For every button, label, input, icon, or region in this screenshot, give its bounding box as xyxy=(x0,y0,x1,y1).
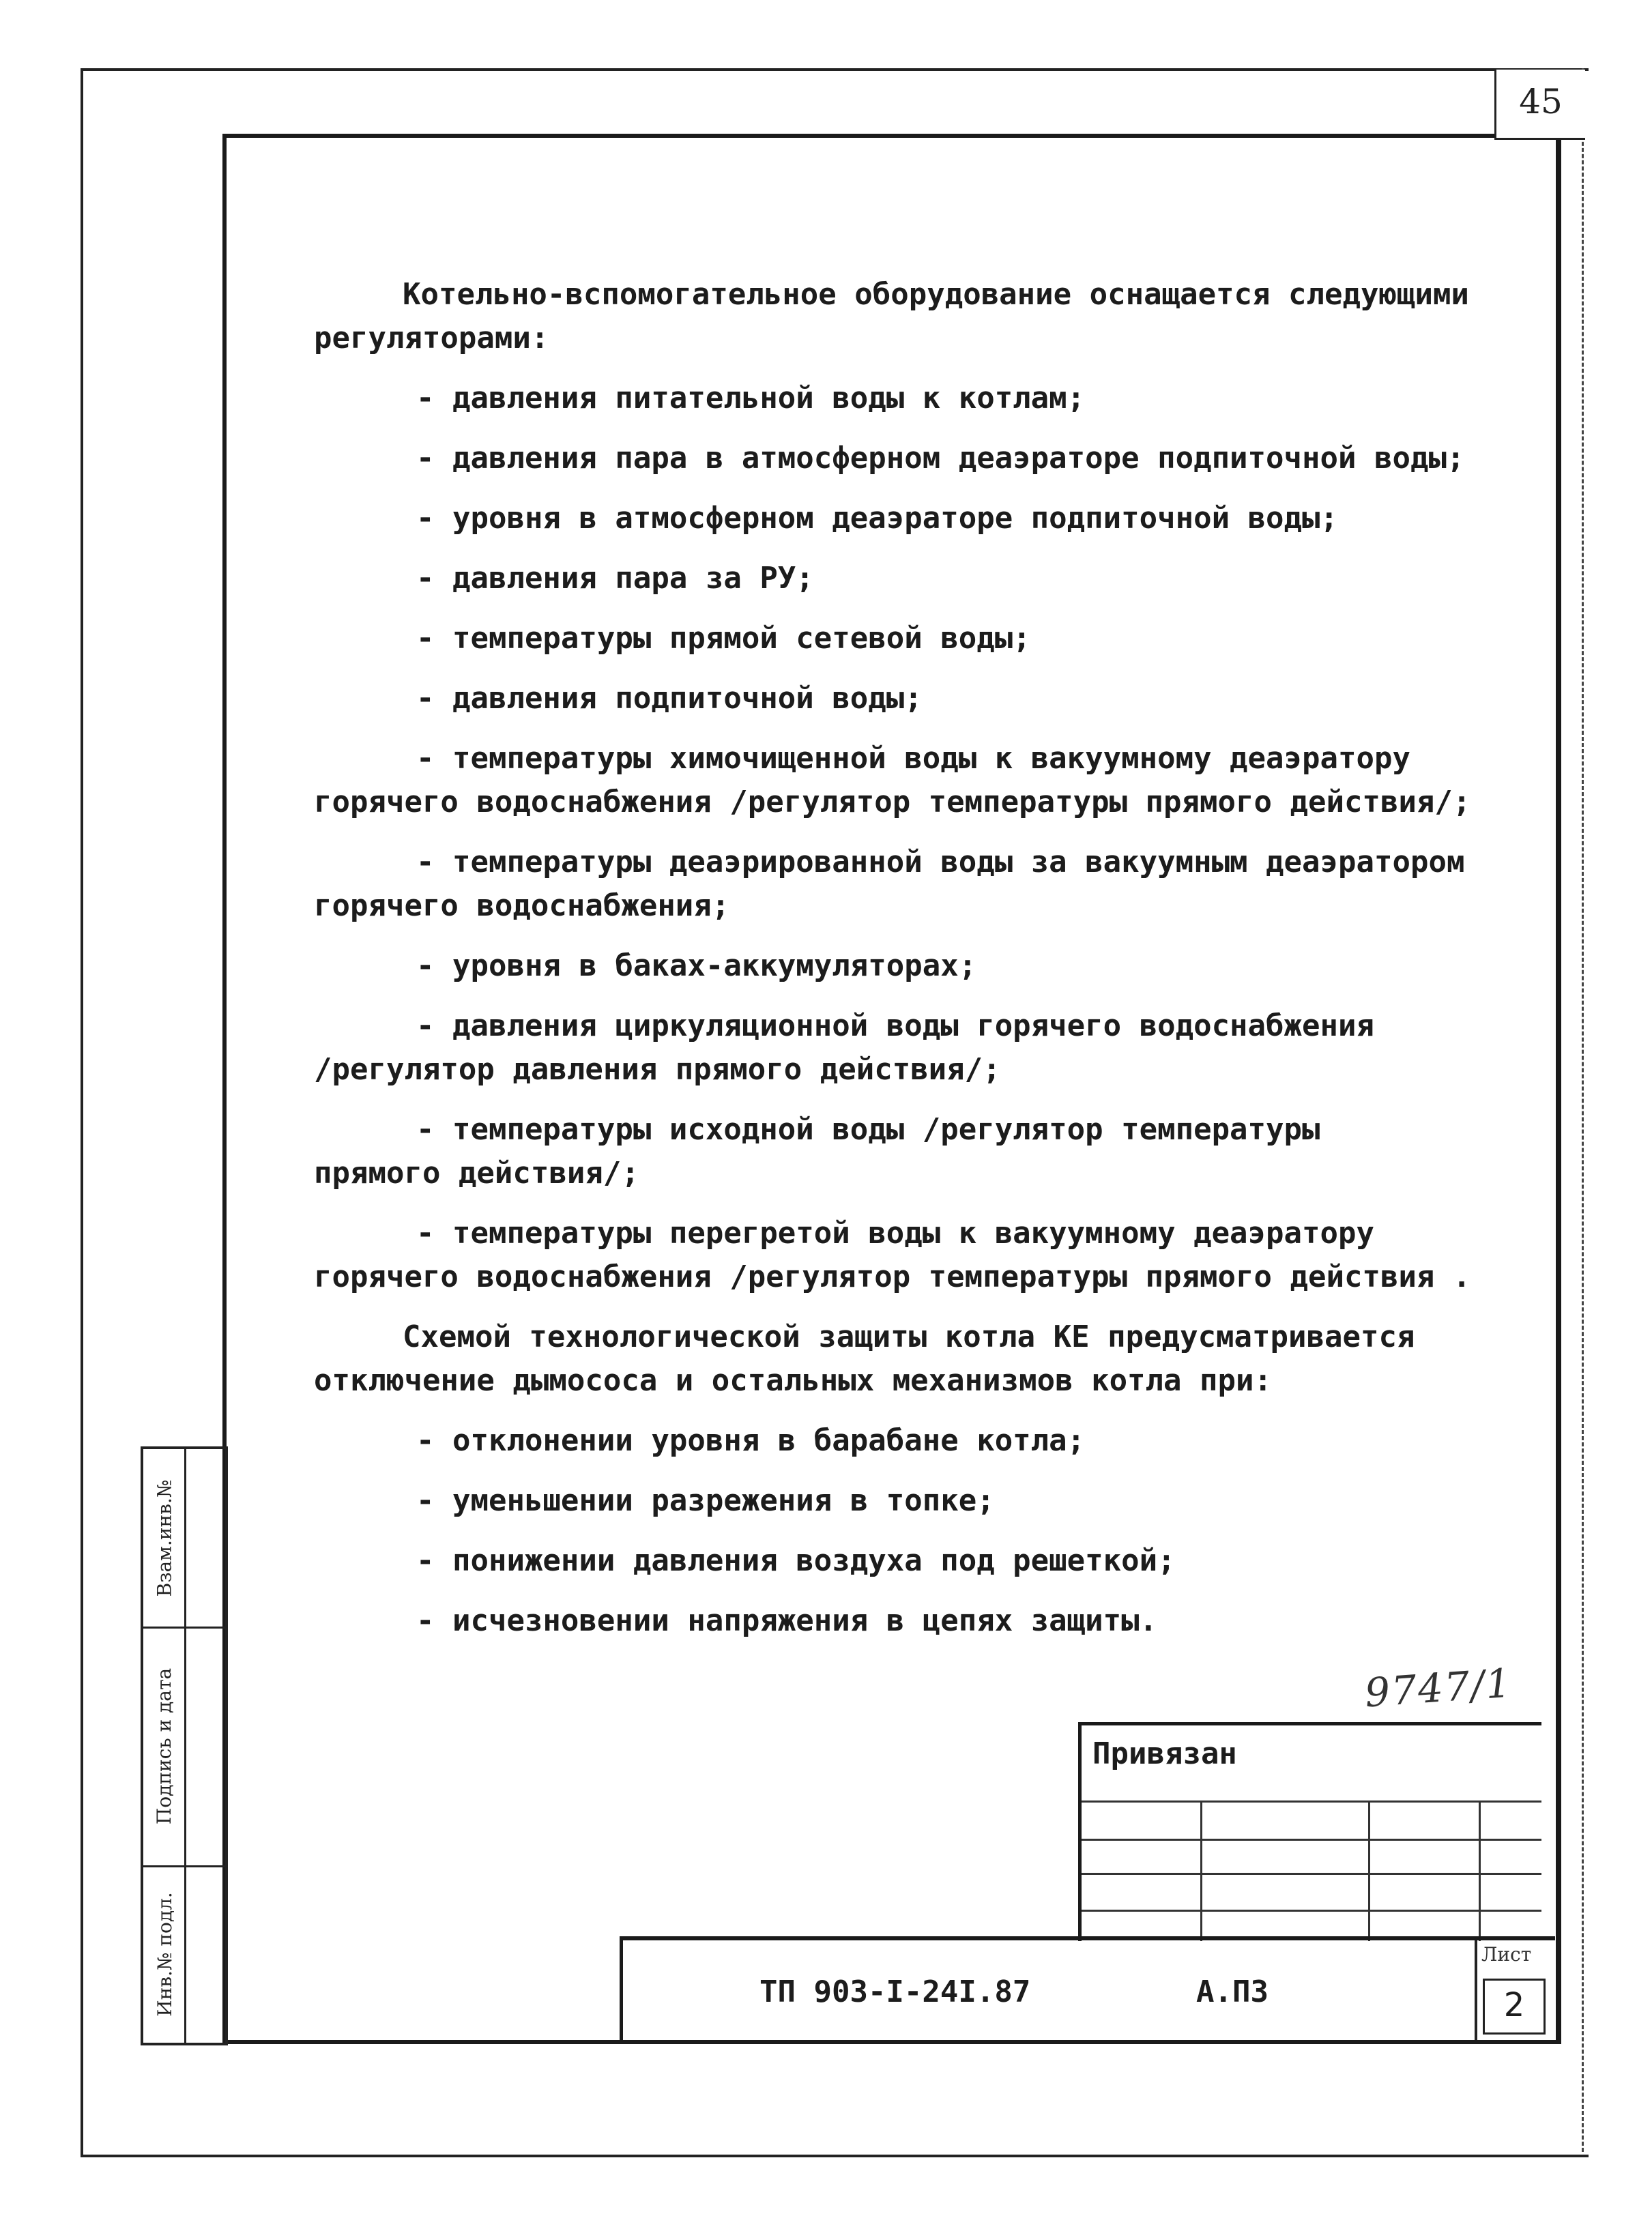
page-number: 45 xyxy=(1519,82,1563,121)
sheet-number-box xyxy=(1483,1979,1546,2035)
regulator-item: - давления питательной воды к котлам; xyxy=(416,381,1086,416)
regulator-item: - температуры перегретой воды к вакуумному деаэратору xyxy=(416,1216,1374,1251)
regulator-item: - давления подпиточной воды; xyxy=(416,681,923,716)
document-body xyxy=(314,273,1522,1643)
margin-stamp xyxy=(141,1446,228,2045)
protection-item: - отклонении уровня в барабане котла; xyxy=(416,1423,1086,1458)
privyazan-table xyxy=(1078,1722,1541,1941)
document-type: А.ПЗ xyxy=(1196,1974,1269,2009)
sheet-number: 2 xyxy=(1503,1986,1525,2024)
stamp-cell-signature-date xyxy=(147,1627,182,1865)
protection-item: - исчезновении напряжения в цепях защиты. xyxy=(416,1603,1158,1638)
regulator-item: - температуры прямой сетевой воды; xyxy=(416,621,1031,656)
regulator-item-cont: /регулятор давления прямого действия/; xyxy=(314,1052,1001,1087)
regulator-item: - давления пара в атмосферном деаэраторе подпиточной воды; xyxy=(416,441,1465,476)
regulator-item: - давления пара за РУ; xyxy=(416,561,814,596)
sheet-box xyxy=(1475,1940,1558,2040)
intro-line-2: регуляторами: xyxy=(314,321,549,355)
regulator-item: - уровня в атмосферном деаэраторе подпиточной воды; xyxy=(416,501,1339,536)
regulator-item-cont: горячего водоснабжения /регулятор температуры прямого действия/; xyxy=(314,785,1471,819)
protection-item: - уменьшении разрежения в топке; xyxy=(416,1483,995,1518)
sheet-label: Лист xyxy=(1481,1943,1532,1966)
stamp-label-inv-vzam: Взам.инв.№ xyxy=(153,1479,176,1597)
protection-intro-line-1: Схемой технологической защиты котла КЕ предусматривается xyxy=(403,1320,1415,1354)
regulator-item: - температуры химочищенной воды к вакуумному деаэратору xyxy=(416,741,1410,776)
stamp-cell-inv-podl xyxy=(147,1865,182,2043)
regulator-item-cont: горячего водоснабжения /регулятор температуры прямого действия . xyxy=(314,1259,1471,1294)
regulator-item: - давления циркуляционной воды горячего водоснабжения xyxy=(416,1008,1374,1043)
document-code: ТП 903-I-24I.87 xyxy=(759,1974,1031,2009)
title-block xyxy=(620,1936,1555,2040)
regulator-item-cont: горячего водоснабжения; xyxy=(314,888,730,923)
privyazan-label: Привязан xyxy=(1092,1736,1237,1771)
regulator-item: - уровня в баках-аккумуляторах; xyxy=(416,948,977,983)
sheet-right-edge xyxy=(1582,68,1584,2152)
stamp-cell-inv-vzam xyxy=(147,1449,182,1627)
protection-intro-line-2: отключение дымососа и остальных механизмов котла при: xyxy=(314,1363,1272,1398)
stamp-label-signature-date: Подпись и дата xyxy=(153,1667,176,1824)
stamp-label-inv-podl: Инв.№ подл. xyxy=(153,1891,176,2017)
regulator-item: - температуры исходной воды /регулятор температуры xyxy=(416,1112,1320,1147)
protection-item: - понижении давления воздуха под решеткой; xyxy=(416,1543,1176,1578)
page-number-box xyxy=(1494,70,1585,140)
regulator-item-cont: прямого действия/; xyxy=(314,1156,639,1191)
handwritten-number: 9747/1 xyxy=(1363,1659,1514,1717)
intro-line-1: Котельно-вспомогательное оборудование оснащается следующими xyxy=(403,277,1469,312)
regulator-item: - температуры деаэрированной воды за вакуумным деаэратором xyxy=(416,845,1465,879)
